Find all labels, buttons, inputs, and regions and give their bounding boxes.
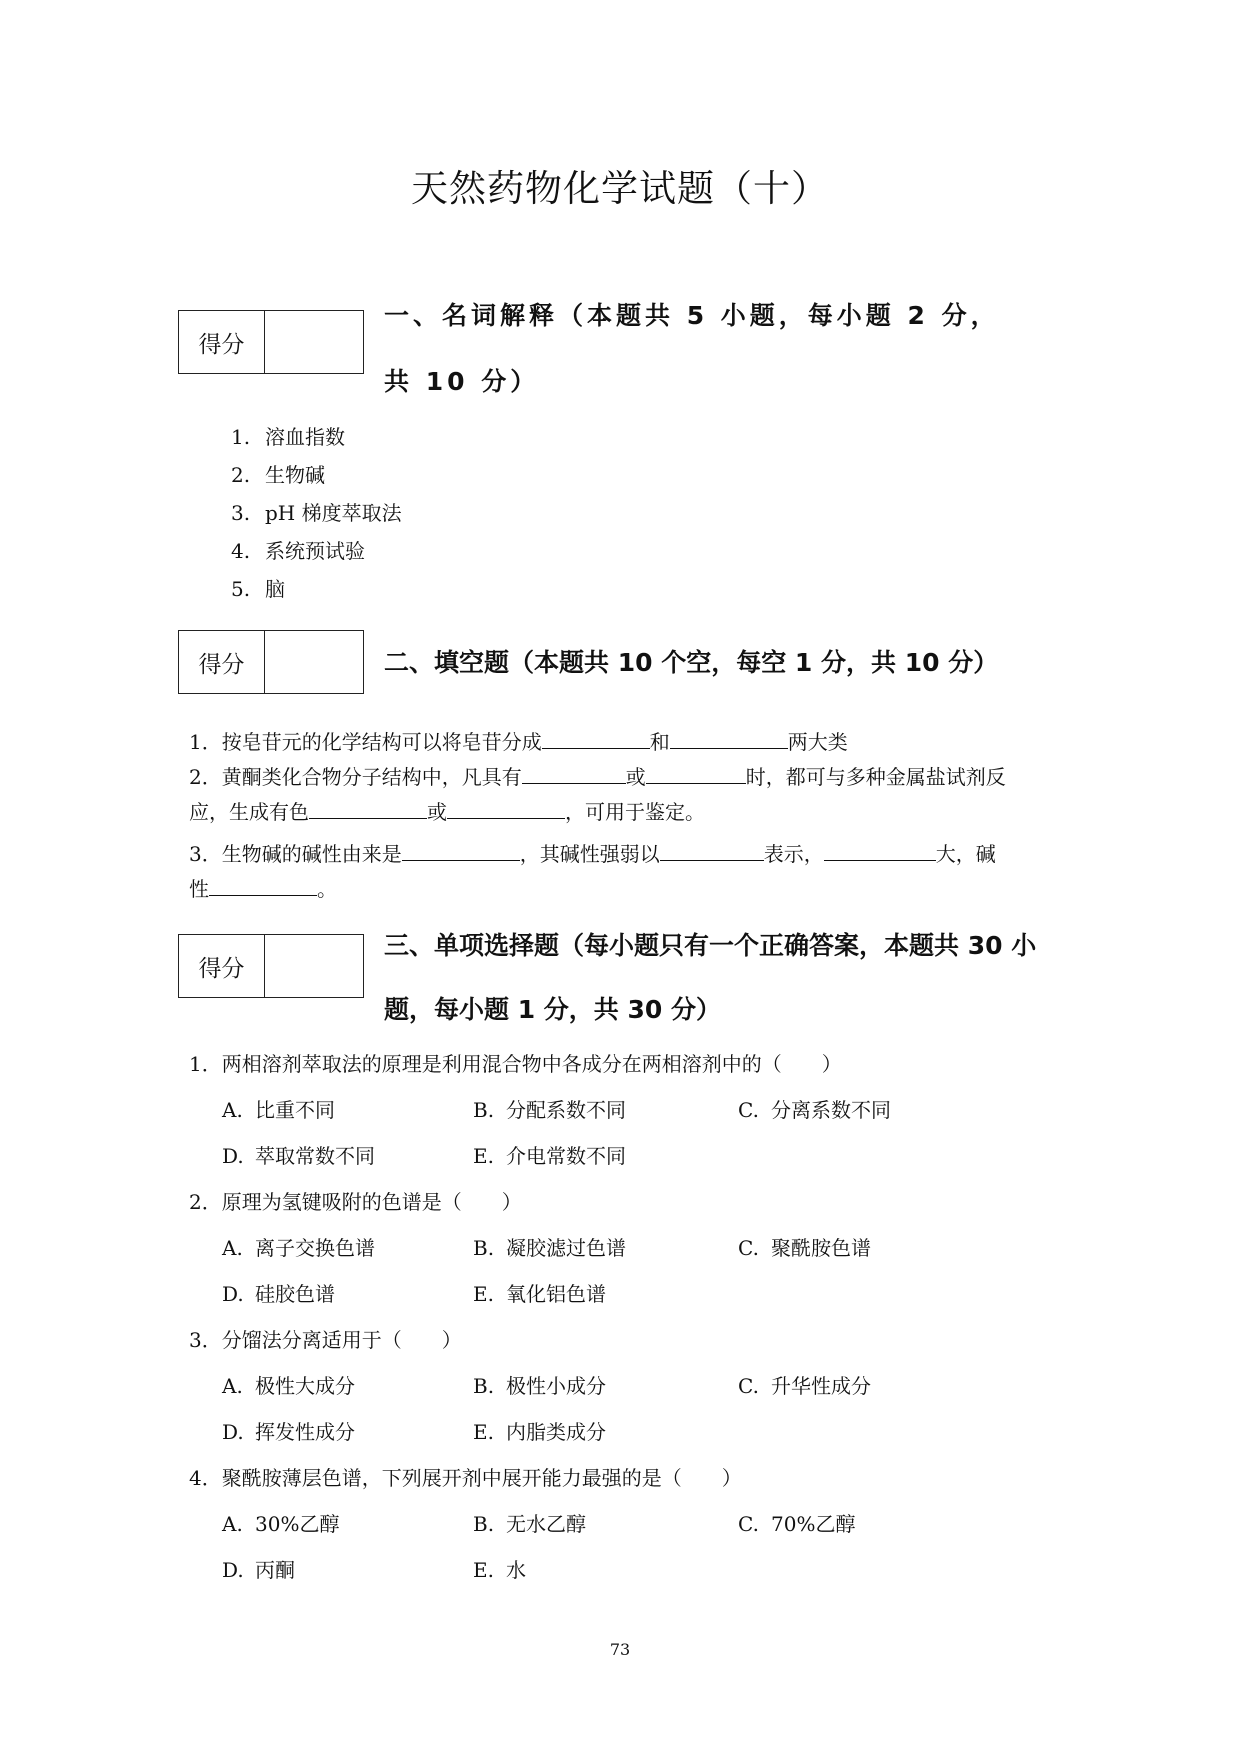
option-key: E.	[473, 1420, 494, 1444]
option-text: 无水乙醇	[506, 1512, 586, 1536]
option-a[interactable]	[222, 1508, 339, 1537]
option-a[interactable]	[222, 1094, 335, 1123]
option-key: D.	[222, 1558, 244, 1582]
option-text: 水	[506, 1558, 526, 1582]
list-item	[231, 497, 402, 526]
score-value-cell[interactable]	[265, 311, 363, 373]
fill-question-2-line-1	[189, 761, 1006, 790]
option-key: B.	[473, 1512, 495, 1536]
answer-blank[interactable]	[646, 763, 746, 784]
option-text: 极性小成分	[506, 1374, 606, 1398]
item-number: 3.	[231, 501, 251, 525]
option-key: C.	[738, 1236, 759, 1260]
answer-blank[interactable]	[447, 798, 565, 819]
item-text: 溶血指数	[265, 425, 345, 449]
item-text: pH 梯度萃取法	[265, 501, 402, 525]
text-segment: 或	[427, 800, 447, 824]
score-box-section-2	[178, 630, 364, 694]
text-segment: 。	[317, 877, 337, 901]
section-2-heading: 二、填空题（本题共 10 个空，每空 1 分，共 10 分）	[384, 648, 999, 677]
fill-question-1	[189, 726, 848, 755]
option-e[interactable]	[473, 1554, 526, 1583]
list-item	[231, 421, 345, 450]
item-number: 2.	[231, 463, 251, 487]
option-key: E.	[473, 1558, 494, 1582]
answer-blank[interactable]	[542, 728, 650, 749]
option-key: D.	[222, 1282, 244, 1306]
option-text: 分离系数不同	[771, 1098, 891, 1122]
text-segment: ，其碱性强弱以	[519, 842, 660, 866]
answer-blank[interactable]	[402, 840, 520, 861]
question-stem: 3．分馏法分离适用于（ ）	[189, 1328, 462, 1352]
option-text: 升华性成分	[771, 1374, 871, 1398]
item-number: 1.	[231, 425, 251, 449]
section-3-heading-line-1: 三、单项选择题（每小题只有一个正确答案，本题共 30 小	[384, 931, 1037, 960]
option-a[interactable]	[222, 1370, 355, 1399]
answer-blank[interactable]	[660, 840, 764, 861]
option-text: 挥发性成分	[255, 1420, 355, 1444]
section-3-heading-line-2: 题，每小题 1 分，共 30 分）	[384, 995, 722, 1024]
option-e[interactable]	[473, 1278, 606, 1307]
option-text: 介电常数不同	[506, 1144, 626, 1168]
option-b[interactable]	[473, 1370, 606, 1399]
option-key: A.	[222, 1512, 243, 1536]
text-segment: 2．黄酮类化合物分子结构中，凡具有	[189, 765, 522, 789]
option-key: D.	[222, 1144, 244, 1168]
option-e[interactable]	[473, 1140, 626, 1169]
option-key: C.	[738, 1374, 759, 1398]
option-text: 30%乙醇	[255, 1512, 340, 1536]
option-d[interactable]	[222, 1416, 355, 1445]
option-key: D.	[222, 1420, 244, 1444]
item-number: 5.	[231, 577, 251, 601]
option-text: 凝胶滤过色谱	[506, 1236, 626, 1260]
text-segment: 3．生物碱的碱性由来是	[189, 842, 402, 866]
option-text: 丙酮	[255, 1558, 295, 1582]
score-label: 得分	[179, 311, 265, 373]
fill-question-2-line-2	[189, 796, 705, 825]
list-item	[231, 459, 325, 488]
text-segment: 大，碱	[935, 842, 996, 866]
answer-blank[interactable]	[309, 798, 427, 819]
item-text: 脑	[265, 577, 285, 601]
option-text: 萃取常数不同	[255, 1144, 375, 1168]
list-item	[231, 573, 285, 602]
option-key: A.	[222, 1098, 243, 1122]
score-label: 得分	[179, 631, 265, 693]
option-key: A.	[222, 1374, 243, 1398]
option-key: C.	[738, 1098, 759, 1122]
score-value-cell[interactable]	[265, 935, 363, 997]
option-key: E.	[473, 1282, 494, 1306]
fill-question-3-line-2	[189, 873, 337, 902]
option-b[interactable]	[473, 1094, 626, 1123]
option-text: 极性大成分	[255, 1374, 355, 1398]
score-box-section-3	[178, 934, 364, 998]
option-text: 比重不同	[255, 1098, 335, 1122]
option-b[interactable]	[473, 1232, 626, 1261]
item-text: 系统预试验	[265, 539, 365, 563]
option-text: 离子交换色谱	[255, 1236, 375, 1260]
option-text: 分配系数不同	[506, 1098, 626, 1122]
text-segment: 表示，	[763, 842, 824, 866]
option-e[interactable]	[473, 1416, 606, 1445]
option-key: C.	[738, 1512, 759, 1536]
text-segment: 性	[189, 877, 209, 901]
text-segment: 应，生成有色	[189, 800, 309, 824]
section-1-heading-line-2: 共 10 分）	[384, 367, 540, 396]
item-text: 生物碱	[265, 463, 325, 487]
text-segment: 和	[649, 730, 670, 754]
score-value-cell[interactable]	[265, 631, 363, 693]
score-label: 得分	[179, 935, 265, 997]
option-text: 聚酰胺色谱	[771, 1236, 871, 1260]
question-stem: 4．聚酰胺薄层色谱，下列展开剂中展开能力最强的是（ ）	[189, 1466, 742, 1490]
answer-blank[interactable]	[824, 840, 936, 861]
option-d[interactable]	[222, 1278, 335, 1307]
option-key: E.	[473, 1144, 494, 1168]
text-segment: ，可用于鉴定。	[565, 800, 705, 824]
option-key: B.	[473, 1374, 495, 1398]
answer-blank[interactable]	[670, 728, 788, 749]
text-segment: 两大类	[787, 730, 848, 754]
answer-blank[interactable]	[522, 763, 626, 784]
option-key: A.	[222, 1236, 243, 1260]
option-text: 内脂类成分	[506, 1420, 606, 1444]
question-stem: 1．两相溶剂萃取法的原理是利用混合物中各成分在两相溶剂中的（ ）	[189, 1052, 842, 1076]
option-key: B.	[473, 1098, 495, 1122]
section-1-heading-line-1: 一、名词解释（本题共 5 小题，每小题 2 分，	[384, 301, 1000, 330]
text-segment: 或	[625, 765, 646, 789]
option-key: B.	[473, 1236, 495, 1260]
fill-question-3-line-1	[189, 838, 996, 867]
option-d[interactable]	[222, 1140, 375, 1169]
option-c[interactable]	[738, 1232, 871, 1261]
item-number: 4.	[231, 539, 251, 563]
option-text: 硅胶色谱	[255, 1282, 335, 1306]
option-c[interactable]	[738, 1508, 855, 1537]
option-b[interactable]	[473, 1508, 586, 1537]
option-c[interactable]	[738, 1370, 871, 1399]
option-d[interactable]	[222, 1554, 295, 1583]
question-stem: 2．原理为氢键吸附的色谱是（ ）	[189, 1190, 522, 1214]
list-item	[231, 535, 365, 564]
option-a[interactable]	[222, 1232, 375, 1261]
answer-blank[interactable]	[209, 875, 317, 896]
option-text: 氧化铝色谱	[506, 1282, 606, 1306]
page-title: 天然药物化学试题（十）	[411, 167, 829, 210]
option-c[interactable]	[738, 1094, 891, 1123]
page-number: 73	[609, 1640, 631, 1659]
option-text: 70%乙醇	[771, 1512, 856, 1536]
text-segment: 1．按皂苷元的化学结构可以将皂苷分成	[189, 730, 542, 754]
text-segment: 时，都可与多种金属盐试剂反	[745, 765, 1006, 789]
score-box-section-1	[178, 310, 364, 374]
